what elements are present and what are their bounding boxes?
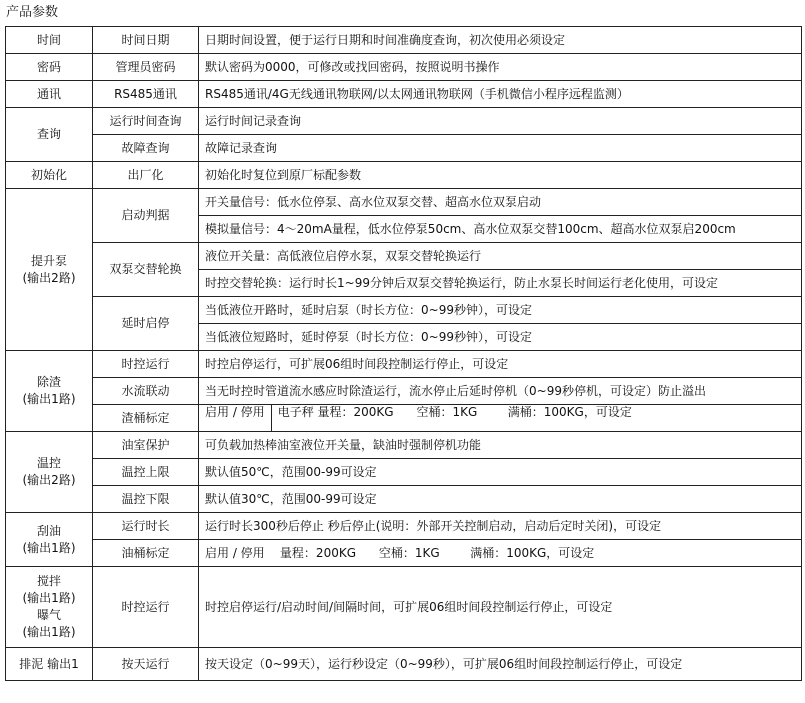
row-label-query: 查询 [6,108,93,162]
aerate-outputs: (输出1路) [22,625,76,639]
item-runtime-query: 运行时间查询 [93,108,199,135]
row-label-lift-pump [6,189,93,351]
table-row [6,432,802,459]
table-row [6,27,802,54]
desc-runtime-query: 运行时间记录查询 [199,108,802,135]
desc-stir-timer: 时控启停运行/启动时间/间隔时间，可扩展06组时间段控制运行停止，可设定 [199,567,802,648]
item-fault-query: 故障查询 [93,135,199,162]
desc-slag-bucket [199,405,802,432]
table-row [6,243,802,270]
item-rs485: RS485通讯 [93,81,199,108]
desc-alternate-level: 液位开关量：高低液位启停水泵，双泵交替轮换运行 [199,243,802,270]
item-oil-bucket: 油桶标定 [93,540,199,567]
section-title: 产品参数 [6,5,59,20]
desc-oil-protect: 可负载加热棒油室液位开关量，缺油时强制停机功能 [199,432,802,459]
lift-pump-name: 提升泵 [30,253,67,268]
item-flow-link: 水流联动 [93,378,199,405]
desc-alternate-timer: 时控交替轮换：运行时长1~99分钟后双泵交替轮换运行，防止水泵长时间运行老化使用，可设定 [199,270,802,297]
desc-temp-lower: 默认值30℃，范围00-99可设定 [199,486,802,513]
desc-time-date: 日期时间设置，便于运行日期和时间准确度查询，初次使用必须设定 [199,27,802,54]
lift-pump-outputs: (输出2路) [22,270,76,285]
slag-bucket-enable: 启用 / 停用 [205,405,272,431]
scrape-outputs: (输出1路) [22,540,76,555]
desc-temp-upper: 默认值50℃，范围00-99可设定 [199,459,802,486]
desc-start-digital: 开关量信号：低水位停泵、高水位双泵交替、超高水位双泵启动 [199,189,802,216]
desc-fault-query: 故障记录查询 [199,135,802,162]
item-dual-pump-alternate: 双泵交替轮换 [93,243,199,297]
table-row [6,54,802,81]
item-daily-run: 按天运行 [93,648,199,681]
scrape-name: 刮油 [36,523,61,538]
slag-bucket-scale: 电子秤 量程：200KG 空桶：1KG 满桶：100KG，可设定 [277,405,632,419]
stir-outputs: (输出1路) [22,591,76,605]
item-delay-start-stop: 延时启停 [93,297,199,351]
row-label-password: 密码 [6,54,93,81]
table-row [6,405,802,432]
row-label-scrape [6,513,93,567]
aerate-name: 曝气 [36,608,61,622]
table-row [6,81,802,108]
desc-daily-run: 按天设定（0~99天），运行秒设定（0~99秒），可扩展06组时间段控制运行停止，可设定 [199,648,802,681]
row-label-comm: 通讯 [6,81,93,108]
row-label-sludge: 排泥 输出1 [6,648,93,681]
desc-admin-password: 默认密码为0000，可修改或找回密码，按照说明书操作 [199,54,802,81]
item-slag-timer: 时控运行 [93,351,199,378]
table-row [6,513,802,540]
desc-delay-start: 当低液位开路时，延时启泵（时长方位：0~99秒钟），可设定 [199,297,802,324]
item-temp-upper: 温控上限 [93,459,199,486]
table-row [6,540,802,567]
item-time-date: 时间日期 [93,27,199,54]
desc-slag-timer: 时控启停运行，可扩展06组时间段控制运行停止，可设定 [199,351,802,378]
table-row [6,162,802,189]
row-label-init: 初始化 [6,162,93,189]
table-row [6,108,802,135]
table-row [6,567,802,648]
temp-name: 温控 [36,456,61,470]
desc-delay-stop: 当低液位短路时，延时停泵（时长方位：0~99秒钟），可设定 [199,324,802,351]
table-row [6,189,802,216]
item-admin-password: 管理员密码 [93,54,199,81]
table-row [6,459,802,486]
row-label-slag [6,351,93,432]
table-row [6,378,802,405]
slag-name: 除渣 [36,375,61,389]
desc-oil-bucket: 启用 / 停用 量程：200KG 空桶：1KG 满桶：100KG，可设定 [199,540,802,567]
item-scrape-runtime: 运行时长 [93,513,199,540]
item-stir-timer: 时控运行 [93,567,199,648]
table-row [6,135,802,162]
item-factory-reset: 出厂化 [93,162,199,189]
item-oil-protect: 油室保护 [93,432,199,459]
row-label-time: 时间 [6,27,93,54]
desc-factory-reset: 初始化时复位到原厂标配参数 [199,162,802,189]
desc-start-analog: 模拟量信号：4～20mA量程，低水位停泵50cm、高水位双泵交替100cm、超高水位双泵启200cm [199,216,802,243]
table-row [6,486,802,513]
row-label-stir [6,567,93,648]
item-temp-lower: 温控下限 [93,486,199,513]
product-params-table [5,26,802,681]
temp-outputs: (输出2路) [22,473,76,487]
stir-name: 搅拌 [36,574,61,588]
desc-rs485: RS485通讯/4G无线通讯物联网/以太网通讯物联网（手机微信小程序远程监测） [199,81,802,108]
slag-outputs: (输出1路) [22,392,76,406]
desc-flow-link: 当无时控时管道流水感应时除渣运行，流水停止后延时停机（0~99秒停机，可设定）防止溢出 [199,378,802,405]
item-slag-bucket: 渣桶标定 [93,405,199,432]
table-row [6,297,802,324]
row-label-temp [6,432,93,513]
table-row [6,648,802,681]
table-row [6,351,802,378]
item-start-criteria: 启动判据 [93,189,199,243]
desc-scrape-runtime: 运行时长300秒后停止 秒后停止(说明：外部开关控制启动，启动后定时关闭)，可设定 [199,513,802,540]
